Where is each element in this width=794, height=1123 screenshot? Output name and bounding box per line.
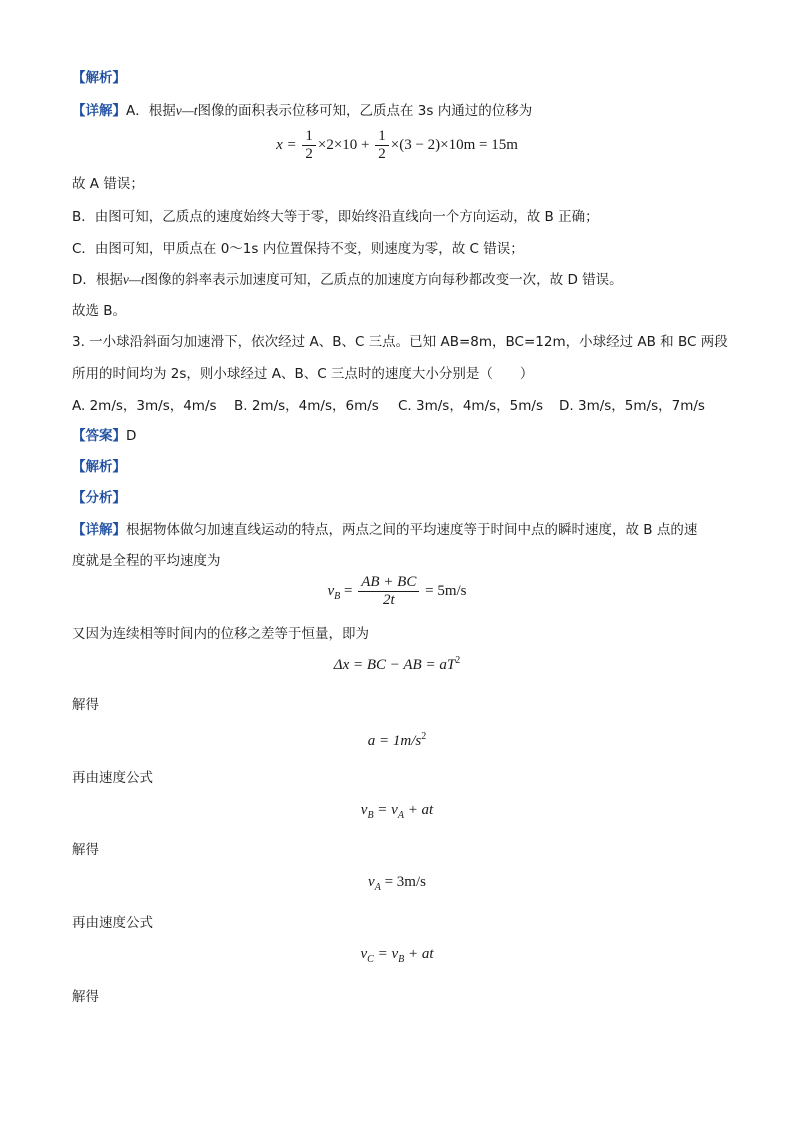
eq5-v1: v [360, 802, 368, 818]
eq5-mid: = v [377, 802, 398, 818]
eq1-rhs: ×(3 − 2)×10m = 15m [390, 136, 518, 153]
detail-heading: 【详解】 [72, 103, 126, 119]
eq5-end: + at [407, 802, 434, 818]
equation-delta-x [0, 655, 794, 674]
equation-vb-average [0, 574, 794, 609]
eq1-frac1-den: 2 [305, 146, 313, 162]
eq6-s1: A [374, 882, 381, 893]
equation-va [0, 874, 794, 893]
line-d-end: 图像的斜率表示加速度可知，乙质点的加速度方向每秒都改变一次，故 D 错误。 [144, 272, 623, 288]
detail-2-line-2: 度就是全程的平均速度为 [72, 553, 221, 569]
a-wrong-text: 故 A 错误； [72, 176, 144, 192]
equation-vb [0, 802, 794, 821]
eq1-fraction-1 [302, 128, 316, 163]
fenxi-heading: 【分析】 [72, 490, 126, 506]
detail-a-text-start: A．根据 [126, 103, 176, 119]
eq1-frac2-num: 1 [375, 128, 389, 146]
answer-line [72, 424, 136, 444]
analysis-heading: 【解析】 [72, 70, 126, 86]
line-d-start: D．根据 [72, 272, 123, 288]
choose-b-text: 故选 B。 [72, 303, 127, 319]
eq1-mid: ×2×10 + [317, 136, 370, 153]
vt-symbol: v—t [175, 103, 198, 118]
answer-value: D [126, 428, 137, 444]
eq5-s1: B [367, 810, 374, 821]
jiede-1: 解得 [72, 697, 99, 713]
option-d: D. 3m/s，5m/s，7m/s [559, 398, 705, 414]
question-3-line-2: 所用的时间均为 2s，则小球经过 A、B、C 三点时的速度大小分别是（ ） [72, 366, 534, 382]
option-b-analysis: B．由图可知，乙质点的速度始终大等于零，即始终沿直线向一个方向运动，故 B 正确； [72, 209, 599, 225]
eq5-s2: A [397, 810, 404, 821]
detail-a-text-end: 图像的面积表示位移可知，乙质点在 3s 内通过的位移为 [197, 103, 533, 119]
detail-heading-2: 【详解】 [72, 522, 126, 538]
eq6-end: = 3m/s [384, 874, 426, 890]
equation-acceleration [0, 731, 794, 750]
eq7-s1: C [367, 954, 374, 965]
eq2-lhs-sub: B [334, 590, 341, 602]
option-c: C. 3m/s，4m/s，5m/s [398, 398, 543, 414]
eq4-sup: 2 [421, 731, 427, 742]
detail-a-paragraph [72, 99, 532, 119]
eq7-s2: B [398, 954, 405, 965]
eq2-rhs: = 5m/s [425, 582, 467, 599]
equation-displacement [0, 128, 794, 163]
analysis-heading-2: 【解析】 [72, 459, 126, 475]
eq1-lhs: x = [276, 136, 297, 153]
speed-formula-label-2: 再由速度公式 [72, 915, 153, 931]
jiede-3: 解得 [72, 989, 99, 1005]
eq4-text: a = 1m/s [367, 733, 422, 749]
eq2-equals: = [344, 582, 353, 599]
eq7-v1: v [360, 946, 368, 962]
option-b: B. 2m/s，4m/s，6m/s [234, 398, 379, 414]
constant-difference-text: 又因为连续相等时间内的位移之差等于恒量，即为 [72, 626, 369, 642]
eq2-denominator: 2t [382, 592, 395, 608]
eq3-sup: 2 [455, 655, 461, 666]
eq7-end: + at [407, 946, 434, 962]
eq7-mid: = v [377, 946, 399, 962]
answer-heading: 【答案】 [72, 428, 126, 444]
question-3-line-1: 3. 一小球沿斜面匀加速滑下，依次经过 A、B、C 三点。已知 AB=8m，BC=12m，小球经过 AB 和 BC 两段 [72, 334, 728, 350]
vt-symbol-2: v—t [122, 272, 145, 287]
eq6-v1: v [368, 874, 375, 890]
eq2-lhs: v [327, 582, 335, 599]
eq1-fraction-2 [375, 128, 389, 163]
equation-vc [0, 946, 794, 965]
jiede-2: 解得 [72, 842, 99, 858]
eq1-frac2-den: 2 [378, 146, 386, 162]
option-d-analysis [72, 268, 623, 288]
eq2-numerator: AB + BC [358, 574, 419, 592]
eq1-frac1-num: 1 [302, 128, 316, 146]
detail-2-line-1 [72, 518, 697, 538]
detail-2-text: 根据物体做匀加速直线运动的特点，两点之间的平均速度等于时间中点的瞬时速度，故 B 点的速 [126, 522, 698, 538]
eq2-fraction [358, 574, 419, 609]
eq3-text: Δx = BC − AB = aT [333, 657, 456, 673]
option-a: A. 2m/s，3m/s，4m/s [72, 398, 217, 414]
option-c-analysis: C．由图可知，甲质点在 0～1s 内位置保持不变，则速度为零，故 C 错误； [72, 241, 524, 257]
speed-formula-label-1: 再由速度公式 [72, 770, 153, 786]
